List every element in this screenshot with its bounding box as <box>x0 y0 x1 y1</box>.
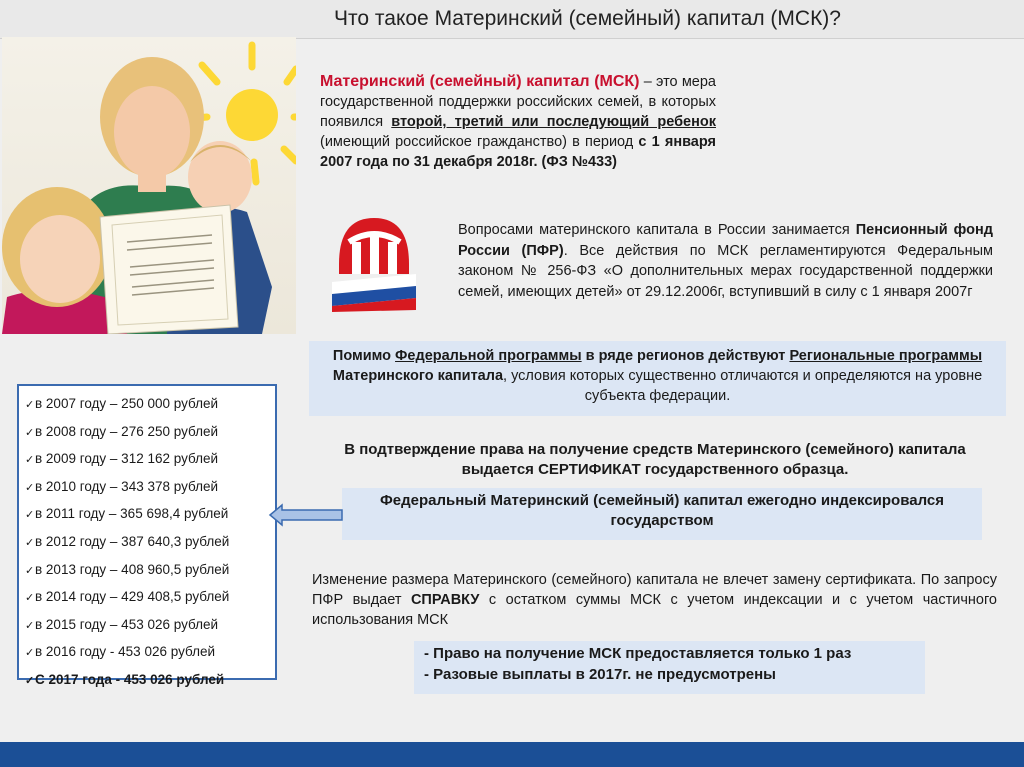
check-icon: ✓ <box>25 454 35 467</box>
child-order: второй, третий или последующий ребенок <box>391 114 716 130</box>
pfr-text: Вопросами материнского капитала в России занимается Пенсионный фонд России (ПФР). Все действия по МСК регламентируются Федеральным законом № 256-ФЗ «О дополнительных мерах государственной поддержки семей, имеющих детей» от 29.12.2006г, вступивший в силу с 1 января 2007г <box>458 222 994 300</box>
list-item: ✓в 2015 году – 453 026 рублей <box>25 612 275 640</box>
indexation-text: Федеральный Материнский (семейный) капитал ежегодно индексировался государством <box>379 492 945 529</box>
note-no-payments: - Разовые выплаты в 2017г. не предусмотрены <box>424 666 776 683</box>
check-icon: ✓ <box>25 481 35 494</box>
list-item: ✓в 2007 году – 250 000 рублей <box>25 391 275 419</box>
amounts-list <box>17 384 277 687</box>
title-bar <box>0 0 1024 39</box>
list-item: ✓в 2008 году – 276 250 рублей <box>25 419 275 447</box>
pfr-logo <box>324 212 424 312</box>
left-arrow-icon <box>268 503 344 532</box>
list-item: ✓в 2010 году – 343 378 рублей <box>25 474 275 502</box>
check-icon: ✓ <box>25 564 35 577</box>
certificate-statement: В подтверждение права на получение средств Материнского (семейного) капитала выдается СЕРТИФИКАТ государственного образца. <box>344 441 966 478</box>
check-icon: ✓ <box>25 509 35 522</box>
certificate-drawing <box>100 205 238 334</box>
period: с 1 января 2007 года по 31 декабря 2018г. (ФЗ №433) <box>320 134 716 170</box>
intro-text: Материнский (семейный) капитал (МСК) – это мера государственной поддержки российских семей, в которых появился второй, третий или последующий ребенок (имеющий российское гражданство) в период с 1 января 2007 года по 31 декабря 2018г. (ФЗ №433) <box>320 73 716 170</box>
list-item: ✓в 2014 году – 429 408,5 рублей <box>25 584 275 612</box>
list-item: ✓в 2009 году – 312 162 рублей <box>25 446 275 474</box>
footer-bar <box>0 742 1024 767</box>
regional-programs-text: Помимо Федеральной программы в ряде регионов действуют Региональные программы Материнского капитала, условия которых существенно отличаются и определяются на уровне субъекта федерации. <box>332 348 983 404</box>
list-item: ✓в 2013 году – 408 960,5 рублей <box>25 557 275 585</box>
certificate-change-text: Изменение размера Материнского (семейного) капитала не влечет замену сертификата. По запросу ПФР выдает СПРАВКУ с остатком суммы МСК с учетом индексации и с учетом частичного использования МСК <box>312 572 997 628</box>
note-once: - Право на получение МСК предоставляется только 1 раз <box>424 645 852 662</box>
check-icon: ✓ <box>25 536 35 549</box>
list-item: ✓в 2016 году - 453 026 рублей <box>25 639 275 667</box>
check-icon: ✓ <box>25 674 35 687</box>
list-item: ✓в 2012 году – 387 640,3 рублей <box>25 529 275 557</box>
page-title: Что такое Материнский (семейный) капитал (МСК)? <box>334 7 841 30</box>
list-item: ✓в 2011 году – 365 698,4 рублей <box>25 501 275 529</box>
list-item-current: ✓С 2017 года - 453 026 рублей <box>25 667 275 695</box>
check-icon: ✓ <box>25 592 35 605</box>
check-icon: ✓ <box>25 647 35 660</box>
check-icon: ✓ <box>25 426 35 439</box>
family-photo <box>2 37 296 334</box>
check-icon: ✓ <box>25 399 35 411</box>
check-icon: ✓ <box>25 619 35 632</box>
msk-term: Материнский (семейный) капитал (МСК) <box>320 73 640 90</box>
